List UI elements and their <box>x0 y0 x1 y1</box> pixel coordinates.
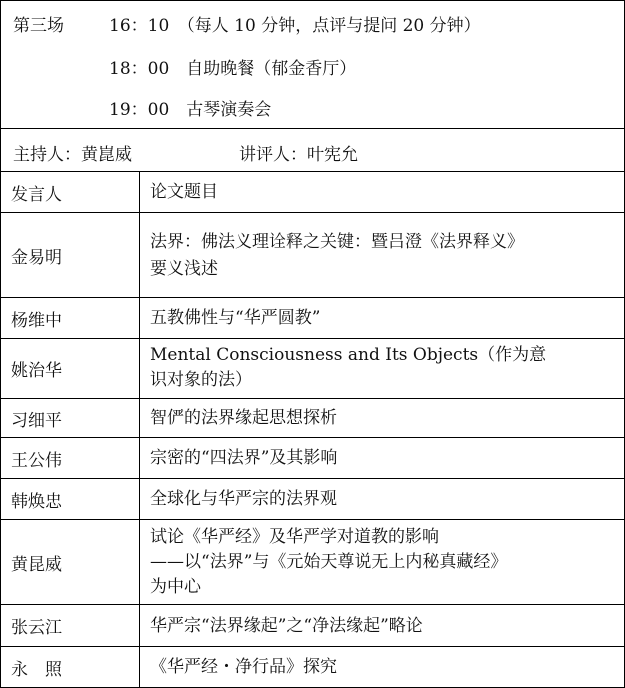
table-row <box>1 605 624 647</box>
session-label: 第三场 <box>13 16 64 36</box>
paper-title-cell: 五教佛性与“华严圆教” <box>150 308 321 328</box>
schedule-line-3: 19：00 古琴演奏会 <box>109 100 272 120</box>
table-row <box>1 213 624 298</box>
speaker-cell: 金易明 <box>1 213 140 297</box>
paper-title-cell: 华严宗“法界缘起”之“净法缘起”略论 <box>150 615 423 636</box>
schedule-line-1: 16：10 （每人 10 分钟，点评与提问 20 分钟） <box>109 16 481 36</box>
session-header <box>1 1 624 129</box>
speaker-cell: 姚治华 <box>1 339 140 398</box>
table-row <box>1 438 624 479</box>
paper-title-cell: 《华严经・净行品》探究 <box>150 657 337 677</box>
speaker-cell: 张云江 <box>1 605 140 646</box>
schedule-line-2: 18：00 自助晚餐（郁金香厅） <box>109 59 357 79</box>
table-header-row <box>1 172 624 213</box>
paper-title-cell: 试论《华严经》及华严学对道教的影响 ——以“法界”与《元始天尊说无上内秘真藏经》 为中心 <box>150 526 508 597</box>
speaker-cell: 永 照 <box>1 647 140 687</box>
paper-title-cell: 智俨的法界缘起思想探析 <box>150 408 337 428</box>
host-name: 主持人：黄崑威 <box>13 145 132 165</box>
speaker-cell: 王公伟 <box>1 438 140 478</box>
paper-title-cell: 全球化与华严宗的法界观 <box>150 489 337 509</box>
speaker-cell: 习细平 <box>1 399 140 437</box>
host-line <box>1 129 624 172</box>
table-row <box>1 399 624 438</box>
table-row <box>1 520 624 605</box>
paper-title-cell: 法界：佛法义理诠释之关键：暨吕澄《法界释义》 要义浅述 <box>150 231 524 279</box>
table-row <box>1 298 624 339</box>
paper-title-cell: Mental Consciousness and Its Objects（作为意 识对象的法） <box>150 345 547 390</box>
table-row <box>1 647 624 687</box>
speaker-cell: 韩焕忠 <box>1 479 140 519</box>
commentator-name: 讲评人：叶宪允 <box>239 145 358 165</box>
speaker-cell: 杨维中 <box>1 298 140 338</box>
speaker-cell: 黄昆威 <box>1 520 140 604</box>
table-row <box>1 479 624 520</box>
speaker-column-header: 发言人 <box>1 172 140 212</box>
paper-title-cell: 宗密的“四法界”及其影响 <box>150 448 338 468</box>
title-column-header: 论文题目 <box>150 182 218 202</box>
table-row <box>1 339 624 399</box>
